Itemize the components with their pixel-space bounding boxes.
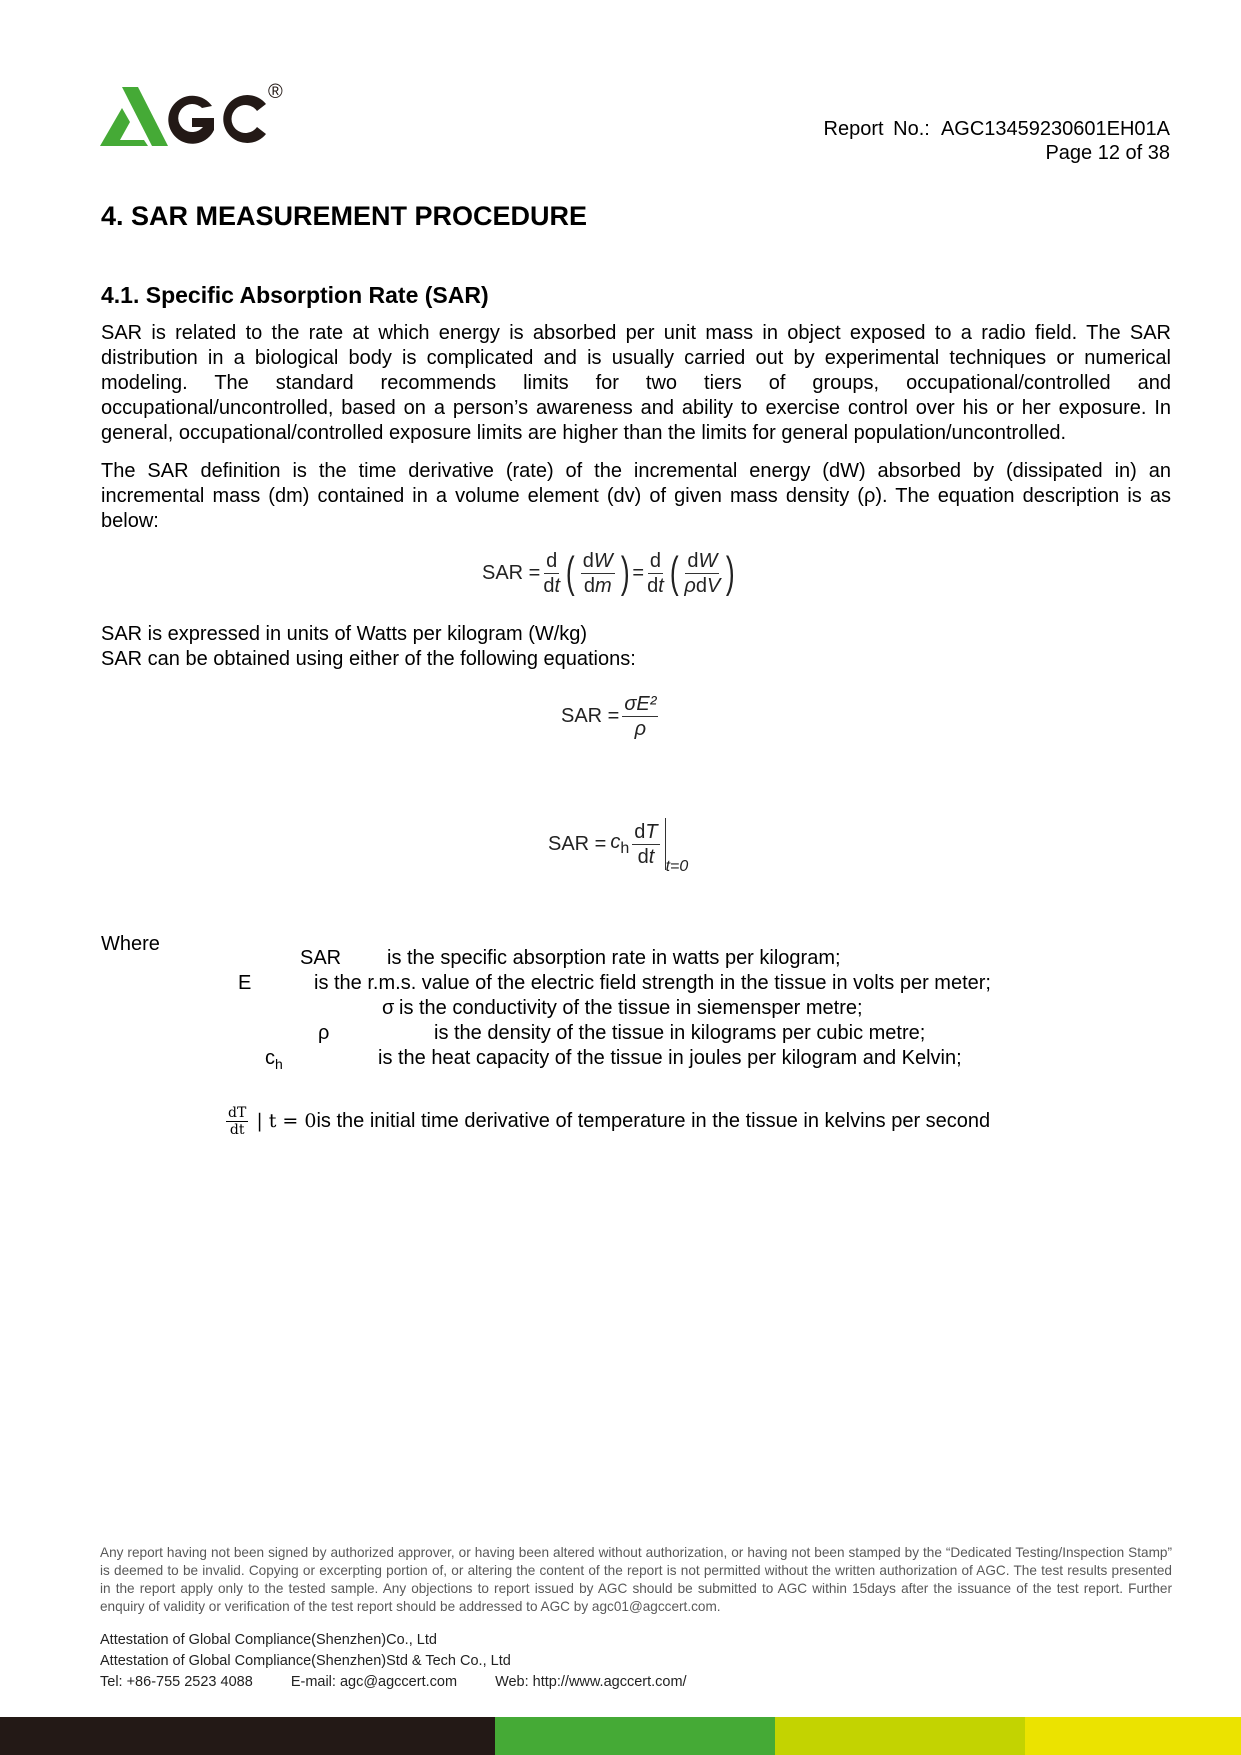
report-number-label: Report No.:	[823, 118, 930, 140]
definition-symbol: σ	[382, 997, 395, 1019]
paragraph-sar-intro: SAR is related to the rate at which energy is absorbed per unit mass in object exposed to a radio field. The SAR distribution in a biological body is complicated and is usually carried out by experimental techniques or numerical modeling. The standard recommends limits for two tiers of groups, occupational/controlled and occupational/uncontrolled, based on a person’s awareness and ability to exercise control over his or her exposure. In general, occupational/controlled exposure limits are higher than the limits for general population/uncontrolled.	[101, 322, 1171, 444]
company-name-1: Attestation of Global Compliance(Shenzhen)Co., Ltd	[100, 1632, 437, 1648]
eq-frac-dw-rhodv: $\frac{dW}{\text{ρdV}}$	[684, 549, 721, 597]
company-name-2: Attestation of Global Compliance(Shenzhen)Std & Tech Co., Ltd	[100, 1653, 511, 1669]
footer-color-bar-dark	[0, 1717, 495, 1755]
contact-web[interactable]: Web: http://www.agccert.com/	[495, 1674, 687, 1690]
footer-color-bar-green	[495, 1717, 775, 1755]
definition-symbol-fraction: $\frac{dT}{dt}$	[228, 1105, 247, 1138]
contact-line	[100, 1672, 721, 1692]
definition-text: is the heat capacity of the tissue in joules per kilogram and Kelvin;	[378, 1047, 962, 1069]
eq-frac-d-dt: $\frac{d}{dt}$	[543, 549, 561, 597]
equation-sar-efield	[561, 693, 661, 740]
definition-dtdt	[226, 1105, 990, 1138]
report-number	[824, 117, 1170, 141]
where-label: Where	[101, 933, 160, 955]
paragraph-sar-definition: The SAR definition is the time derivative (rate) of the incremental energy (dW) absorbed by (dissipated in) an incremental mass (dm) contained in a volume element (dv) of given mass density (ρ). The equation description is as below:	[101, 460, 1171, 532]
eq-lhs: SAR =	[561, 705, 620, 727]
eq-lhs: SAR =	[548, 832, 607, 855]
eq-frac-dw-dm: $\frac{dW}{dm}$	[582, 549, 613, 597]
equation-sar-temperature: SAR = $c_h$ $\frac{dT}{dt}$ t=0	[548, 818, 688, 870]
units-line: SAR is expressed in units of Watts per kilogram (W/kg)	[101, 623, 588, 645]
agc-logo-icon	[100, 78, 300, 150]
contact-email[interactable]: E-mail: agc@agccert.com	[290, 1674, 458, 1690]
definition-symbol: ρ	[318, 1022, 330, 1044]
page-number: Page 12 of 38	[1045, 142, 1170, 164]
eq-frac-d-dt-2: $\frac{d}{dt}$	[647, 549, 664, 597]
definition-text: is the specific absorption rate in watts per kilogram;	[387, 947, 841, 969]
footer-color-bar-lime	[775, 1717, 1025, 1755]
units-text	[101, 622, 636, 672]
report-number-value: AGC13459230601EH01A	[940, 118, 1170, 140]
definition-text: is the density of the tissue in kilograms per cubic metre;	[434, 1022, 926, 1044]
agc-logo	[100, 78, 300, 150]
definition-text: is the initial time derivative of temperature in the tissue in kelvins per second	[316, 1110, 991, 1132]
definition-symbol: $c_h$	[265, 1047, 283, 1072]
contact-tel: Tel: +86-755 2523 4088	[100, 1674, 253, 1690]
definition-symbol: SAR	[300, 947, 342, 969]
footer-disclaimer: Any report having not been signed by authorized approver, or having been altered without authorization, or having not been stamped by the “Dedicated Testing/Inspection Stamp” is deemed to be invalid. Copying or excerpting portion of, or altering the content of the report is not permitted without the written authorization of AGC. The test results presented in the report apply only to the tested sample. Any objections to report issued by AGC should be submitted to AGC within 15days after the issuance of the test report. Further enquiry of validity or verification of the test report should be addressed to AGC by agc01@agccert.com.	[100, 1545, 1172, 1614]
definition-text: is the r.m.s. value of the electric field strength in the tissue in volts per meter;	[314, 972, 991, 994]
footer-color-bar-yellow	[1025, 1717, 1241, 1755]
equations-intro-line: SAR can be obtained using either of the following equations:	[101, 648, 636, 670]
registered-mark: ®	[268, 81, 283, 103]
definition-symbol-eval: | t = 0	[256, 1110, 317, 1132]
eq-frac-sigma-e2-rho: $\frac{\text{σE²}}{\rho}$	[624, 693, 657, 740]
section-title: 4. SAR MEASUREMENT PROCEDURE	[101, 201, 588, 231]
eq-lhs: SAR =	[482, 561, 541, 584]
eq-frac-dt-dt: $\frac{dT}{dt}$	[634, 820, 658, 868]
definition-symbol: E	[238, 972, 252, 994]
equation-sar-definition: SAR = $\frac{d}{dt}$ ( $\frac{dW}{dm}$ ) = $\frac{d}{dt}$ ( $\frac{dW}{\text{ρdV}}$ )	[482, 548, 736, 597]
subsection-title: 4.1. Specific Absorption Rate (SAR)	[101, 282, 489, 308]
definition-text: is the conductivity of the tissue in siemensper metre;	[399, 997, 863, 1019]
